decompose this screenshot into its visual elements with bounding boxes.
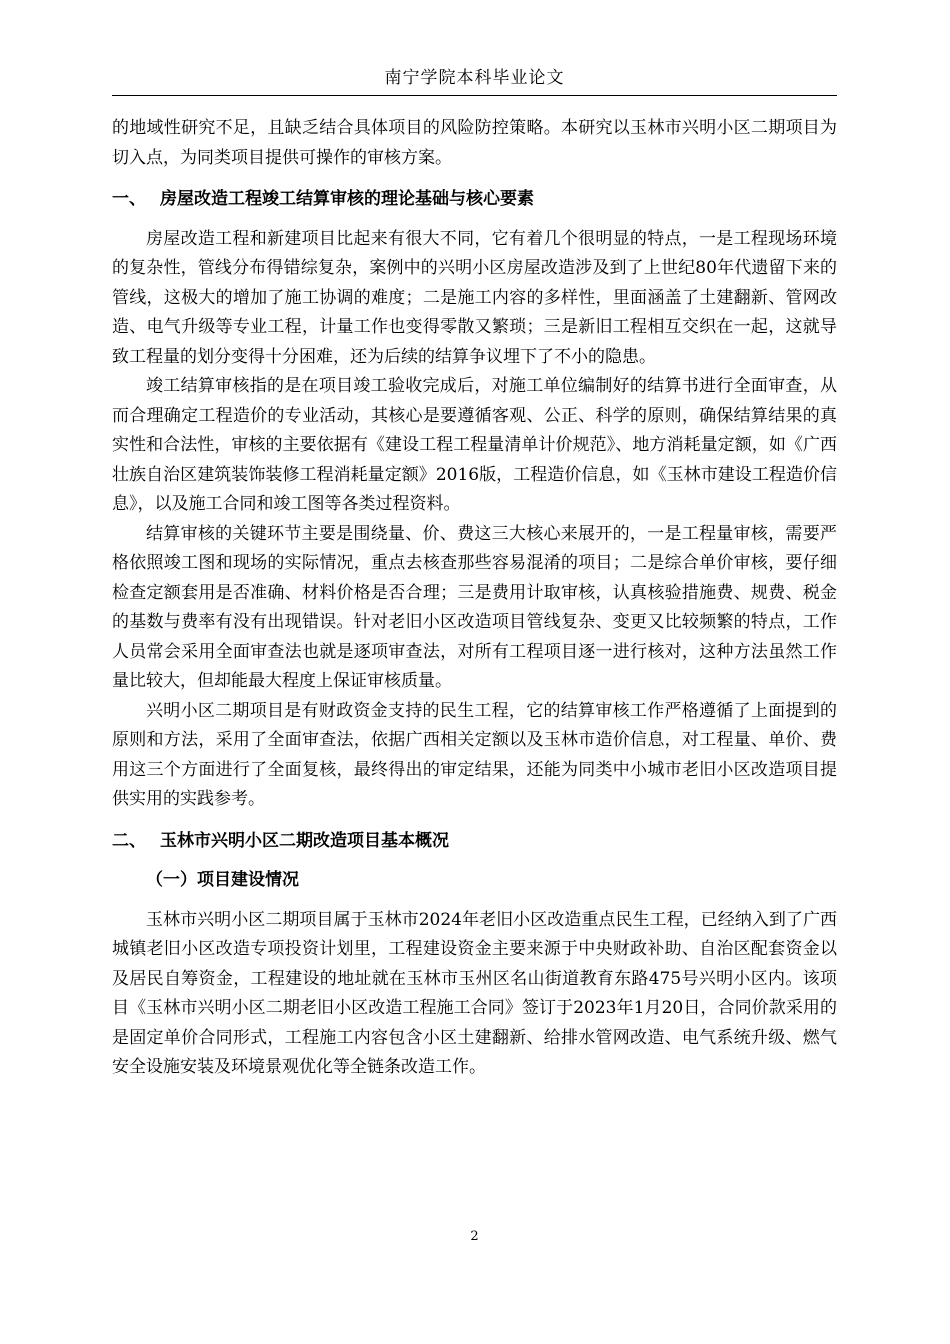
- section-1-number: 一、: [112, 189, 146, 209]
- section-1-paragraph: 房屋改造工程和新建项目比起来有很大不同，它有着几个很明显的特点，一是工程现场环境的复杂性，管线分布得错综复杂，案例中的兴明小区房屋改造涉及到了上世纪80年代遗留下来的管线，这极大的增加了施工协调的难度；二是施工内容的多样性，里面涵盖了土建翻新、管网改造、电气升级等专业工程，计量工作也变得零散又繁琐；三是新旧工程相互交织在一起，这就导致工程量的划分变得十分困难，还为后续的结算争议埋下了不小的隐患。: [112, 228, 837, 367]
- document-body: [112, 114, 837, 1083]
- section-2-heading: [112, 827, 837, 857]
- section-2-title: 玉林市兴明小区二期改造项目基本概况: [160, 830, 449, 851]
- section-1-paragraph: 兴明小区二期项目是有财政资金支持的民生工程，它的结算审核工作严格遵循了上面提到的原则和方法，采用了全面审查法，依据广西相关定额以及玉林市造价信息，对工程量、单价、费用这三个方面进行了全面复核，最终得出的审定结果，还能为同类中小城市老旧小区改造项目提供实用的实践参考。: [112, 700, 837, 809]
- section-1-title: 房屋改造工程竣工结算审核的理论基础与核心要素: [160, 189, 534, 209]
- page-number: 2: [470, 1229, 479, 1244]
- header-rule: [112, 95, 837, 96]
- section-1-heading: [112, 185, 837, 215]
- subsection-paragraph: 玉林市兴明小区二期项目属于玉林市2024年老旧小区改造重点民生工程，已经纳入到了广西城镇老旧小区改造专项投资计划里，工程建设资金主要来源于中央财政补助、自治区配套资金以及居民自筹资金，工程建设的地址就在玉林市玉州区名山街道教育东路475号兴明小区内。该项目《玉林市兴明小区二期老旧小区改造工程施工合同》签订于2023年1月20日，合同价款采用的是固定单价合同形式，工程施工内容包含小区土建翻新、给排水管网改造、电气系统升级、燃气安全设施安装及环境景观优化等全链条改造工作。: [112, 909, 837, 1077]
- running-header: 南宁学院本科毕业论文: [384, 68, 565, 88]
- intro-paragraph: 的地域性研究不足，且缺乏结合具体项目的风险防控策略。本研究以玉林市兴明小区二期项目为切入点，为同类项目提供可操作的审核方案。: [112, 118, 837, 168]
- subsection-heading: （一）项目建设情况: [146, 870, 299, 890]
- section-1-paragraph: 结算审核的关键环节主要是围绕量、价、费这三大核心来展开的，一是工程量审核，需要严格依照竣工图和现场的实际情况，重点去核查那些容易混淆的项目；二是综合单价审核，要仔细检查定额套用是否准确、材料价格是否合理；三是费用计取审核，认真核验措施费、规费、税金的基数与费率有没有出现错误。针对老旧小区改造项目管线复杂、变更又比较频繁的特点，工作人员常会采用全面审查法也就是逐项审查法，对所有工程项目逐一进行核对，这种方法虽然工作量比较大，但却能最大程度上保证审核质量。: [112, 523, 837, 691]
- section-1-paragraph: 竣工结算审核指的是在项目竣工验收完成后，对施工单位编制好的结算书进行全面审查，从而合理确定工程造价的专业活动，其核心是要遵循客观、公正、科学的原则，确保结算结果的真实性和合法性，审核的主要依据有《建设工程工程量清单计价规范》、地方消耗量定额，如《广西壮族自治区建筑装饰装修工程消耗量定额》2016版，工程造价信息，如《玉林市建设工程造价信息》，以及施工合同和竣工图等各类过程资料。: [112, 376, 837, 514]
- section-2-number: 二、: [112, 830, 146, 851]
